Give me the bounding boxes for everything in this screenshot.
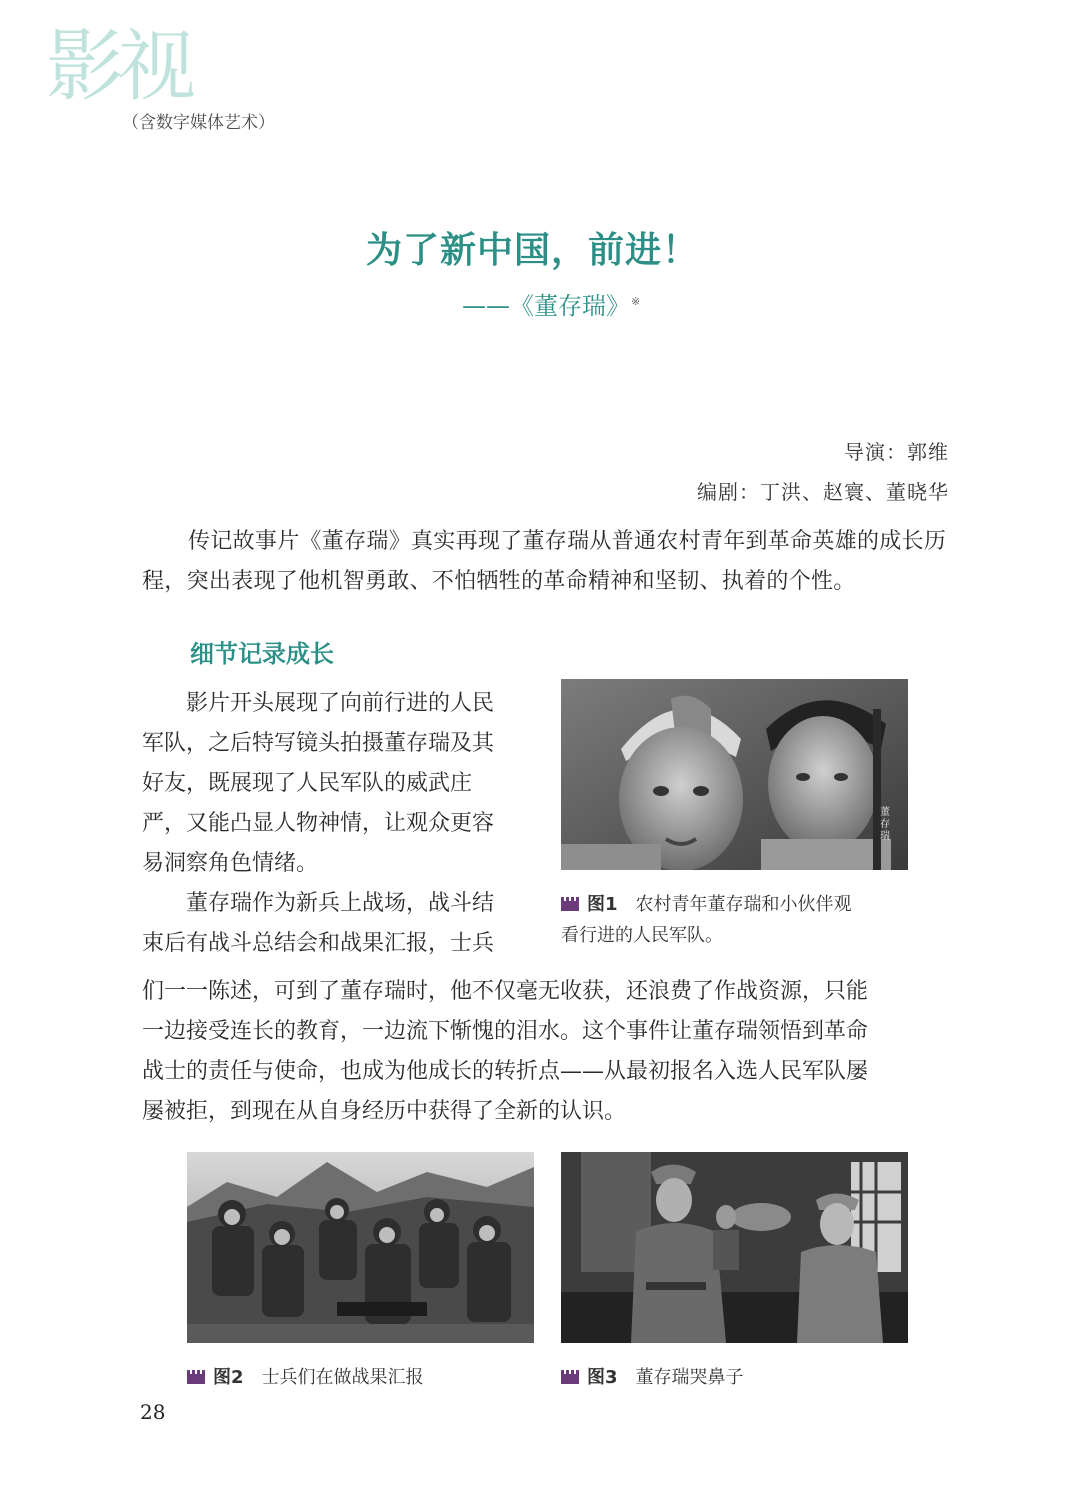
figure-number: 图3 xyxy=(587,1367,618,1388)
body-text xyxy=(142,972,868,1132)
text-line: 战士的责任与使命，也成为他成长的转折点——从最初报名入选人民军队屡 xyxy=(142,1059,869,1084)
text-line: 束后有战斗总结会和战果汇报，士兵 xyxy=(142,931,495,956)
film-clapper-icon xyxy=(561,897,579,911)
section-heading: 细节记录成长 xyxy=(190,640,334,668)
figure-number: 图1 xyxy=(587,894,618,915)
text-line: 影片开头展现了向前行进的人民 xyxy=(142,691,495,716)
film-clapper-icon xyxy=(561,1370,579,1384)
subtitle-note-mark: ※ xyxy=(631,295,641,308)
text-line: 们一一陈述，可到了董存瑞时，他不仅毫无收获，还浪费了作战资源，只能 xyxy=(142,979,869,1004)
film-watermark: 董存瑞 xyxy=(880,807,890,842)
logo-subtitle: （含数字媒体艺术） xyxy=(122,113,275,133)
logo: 影视 xyxy=(46,22,191,112)
credit-writer: 编剧：丁洪、赵寰、董晓华 xyxy=(697,480,949,504)
still-dong-crying xyxy=(561,1152,908,1343)
intro-paragraph: 传记故事片《董存瑞》真实再现了董存瑞从普通农村青年到革命英雄的成长历程，突出表现了他机智勇敢、不怕牺牲的革命精神和坚韧、执着的个性。 xyxy=(142,529,947,594)
text-line: 好友，既展现了人民军队的威武庄 xyxy=(142,771,473,796)
text-line: 董存瑞作为新兵上战场，战斗结 xyxy=(142,891,495,916)
figure-number: 图2 xyxy=(213,1367,244,1388)
still-two-boys xyxy=(561,679,908,870)
text-line: 军队，之后特写镜头拍摄董存瑞及其 xyxy=(142,731,495,756)
subtitle-text: ——《董存瑞》 xyxy=(462,292,630,320)
text-line: 屡被拒，到现在从自身经历中获得了全新的认识。 xyxy=(142,1099,627,1124)
figure-1-image xyxy=(561,679,908,870)
caption-line xyxy=(561,889,921,920)
caption-text: 农村青年董存瑞和小伙伴观 xyxy=(635,894,852,915)
caption-line: 看行进的人民军队。 xyxy=(561,925,723,946)
figure-2-caption xyxy=(187,1362,547,1393)
text-line: 一边接受连长的教育，一边流下惭愧的泪水。这个事件让董存瑞领悟到革命 xyxy=(142,1019,869,1044)
page-number: 28 xyxy=(140,1400,166,1424)
still-soldiers-report xyxy=(187,1152,534,1343)
column-text xyxy=(142,684,494,964)
caption-text: 士兵们在做战果汇报 xyxy=(261,1367,424,1388)
caption-text: 董存瑞哭鼻子 xyxy=(635,1367,744,1388)
figure-1-caption xyxy=(561,889,921,951)
figure-3-caption xyxy=(561,1362,921,1393)
film-clapper-icon xyxy=(187,1370,205,1384)
figure-2-image xyxy=(187,1152,534,1343)
page-title: 为了新中国，前进！ xyxy=(365,229,699,271)
figure-3-image xyxy=(561,1152,908,1343)
text-line: 易洞察角色情绪。 xyxy=(142,851,319,876)
credit-director: 导演：郭维 xyxy=(844,440,949,464)
page-subtitle xyxy=(462,286,640,321)
text-line: 严，又能凸显人物神情，让观众更容 xyxy=(142,811,495,836)
